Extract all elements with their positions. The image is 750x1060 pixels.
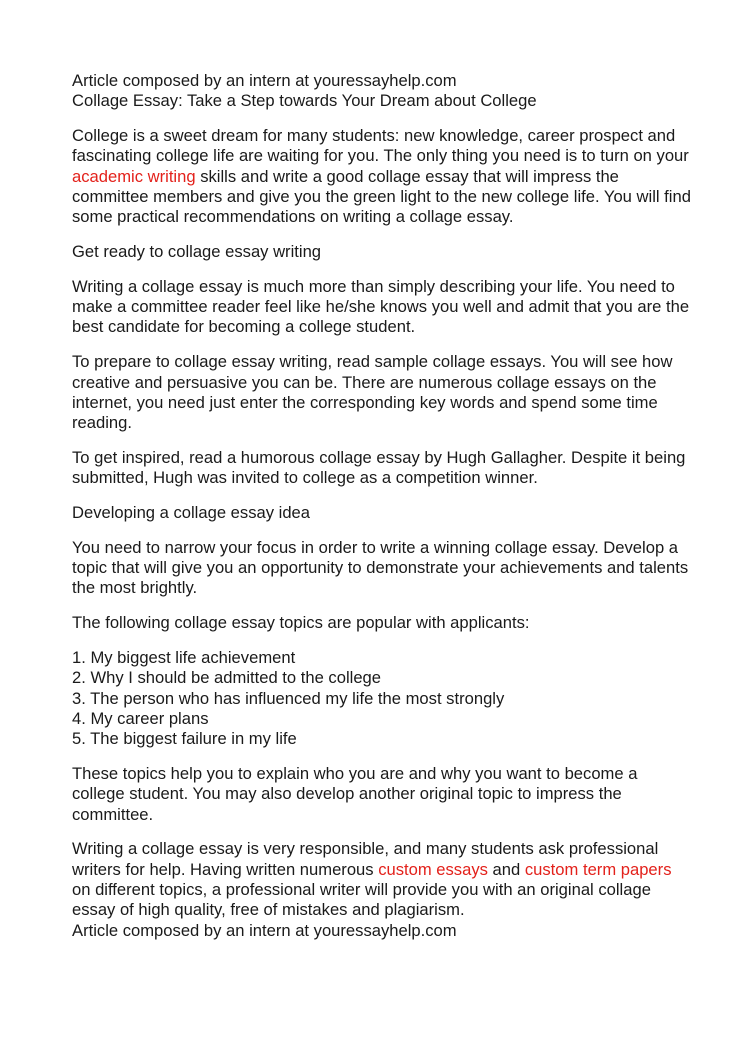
section1-paragraph-1: Writing a collage essay is much more than simply describing your life. You need to make a committee reader feel like he/she knows you well and admit that you are the best candidate for becoming a college student. bbox=[72, 276, 690, 337]
list-item: 2. Why I should be admitted to the college bbox=[72, 668, 382, 688]
page-title: Collage Essay: Take a Step towards Your Dream about College bbox=[72, 91, 537, 111]
list-item: 3. The person who has influenced my life the most strongly bbox=[72, 688, 505, 708]
document-page bbox=[72, 71, 692, 955]
byline: Article composed by an intern at youressayhelp.com bbox=[72, 71, 457, 90]
header-block bbox=[72, 71, 692, 112]
list-item: 4. My career plans bbox=[72, 708, 209, 728]
intro-text-before: College is a sweet dream for many students: new knowledge, career prospect and fascinating college life are waiting for you. The only thing you need is to turn on your bbox=[72, 126, 689, 166]
section2-paragraph-1: You need to narrow your focus in order to write a winning collage essay. Develop a topic that will give you an opportunity to demonstrate your achievements and talents the most brightly. bbox=[72, 537, 689, 598]
closing-byline: Article composed by an intern at youressayhelp.com bbox=[72, 920, 457, 940]
custom-term-papers-link[interactable]: custom term papers bbox=[524, 859, 672, 879]
intro-text-after: skills and write a good collage essay that will impress the committee members and give you the green light to the new college life. You will find some practical recommendations on writing a collage essay. bbox=[72, 166, 691, 227]
custom-essays-link[interactable]: custom essays bbox=[378, 859, 488, 879]
section1-paragraph-3: To get inspired, read a humorous collage essay by Hugh Gallagher. Despite it being submitted, Hugh was invited to college as a competition winner. bbox=[72, 447, 686, 488]
intro-paragraph bbox=[72, 126, 692, 227]
list-item: 5. The biggest failure in my life bbox=[72, 729, 297, 749]
closing-text-1: Writing a collage essay is very responsible, and many students ask professional writers for help. Having written numerous bbox=[72, 839, 659, 879]
closing-text-2: and bbox=[487, 859, 525, 879]
section2-paragraph-3: These topics help you to explain who you are and why you want to become a college student. You may also develop another original topic to impress the committee. bbox=[72, 764, 638, 824]
section1-paragraph-2: To prepare to collage essay writing, read sample collage essays. You will see how creative and persuasive you can be. There are numerous collage essays on the internet, you need just enter the corresponding key words and spend some time reading. bbox=[72, 352, 673, 433]
section-heading-get-ready: Get ready to collage essay writing bbox=[72, 242, 322, 262]
closing-text-3: on different topics, a professional writer will provide you with an original collage essay of high quality, free of mistakes and plagiarism. bbox=[72, 880, 651, 920]
academic-writing-link[interactable]: academic writing bbox=[72, 166, 196, 186]
topics-list bbox=[72, 648, 692, 749]
list-item: 1. My biggest life achievement bbox=[72, 648, 296, 668]
closing-paragraph bbox=[72, 839, 692, 940]
section2-paragraph-2: The following collage essay topics are popular with applicants: bbox=[72, 613, 530, 633]
section-heading-developing-idea: Developing a collage essay idea bbox=[72, 503, 311, 523]
